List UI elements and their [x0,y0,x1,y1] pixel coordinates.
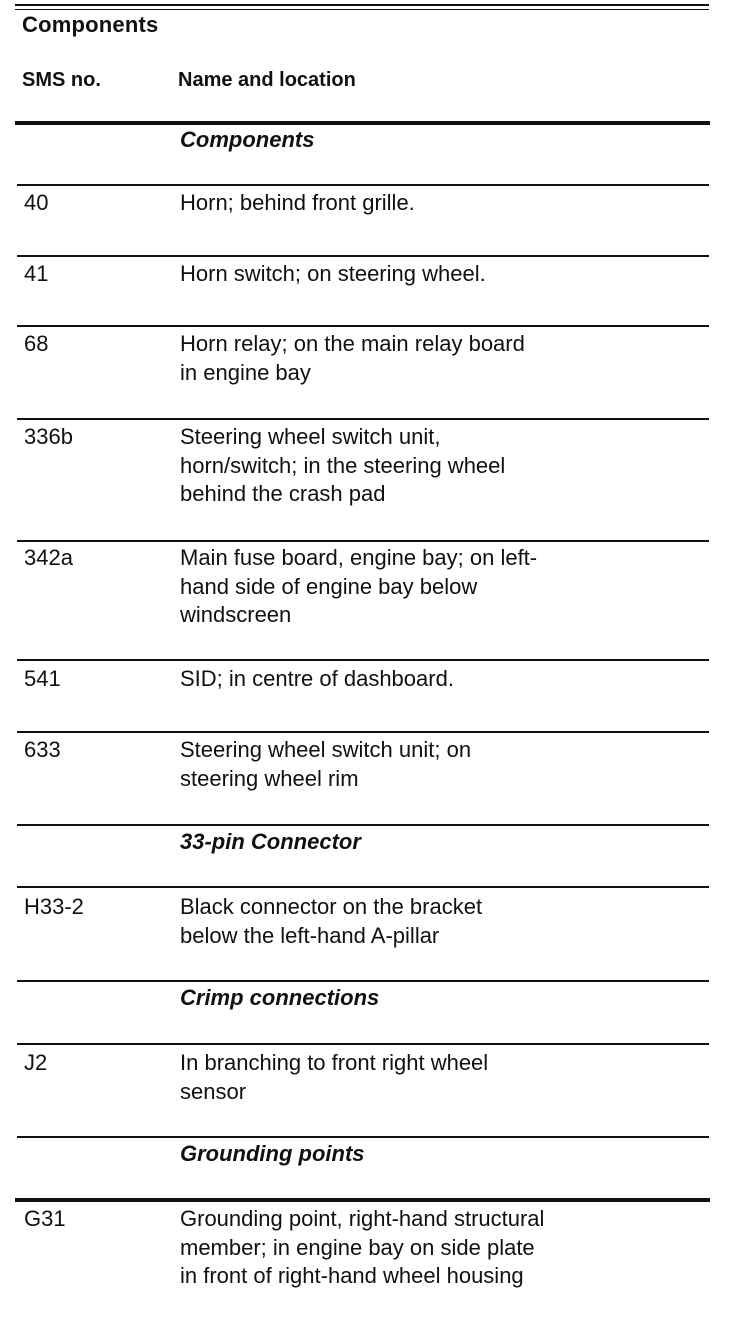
row-rule [17,886,709,888]
row-rule [17,184,709,186]
section-heading-connector: 33-pin Connector [180,829,361,854]
component-location: Horn switch; on steering wheel. [180,261,486,286]
sms-number: H33-2 [24,894,84,919]
component-location: Black connector on the bracket below the left-hand A-pillar [180,894,483,948]
row-rule [17,540,709,542]
row-rule [17,255,709,257]
column-header-sms-no: SMS no. [22,69,101,91]
top-double-rule [15,4,709,6]
component-location: Horn relay; on the main relay board in engine bay [180,331,525,385]
section-heading-crimp: Crimp connections [180,985,380,1010]
page-title: Components [22,12,159,37]
row-rule [15,1198,710,1202]
row-rule [17,418,709,420]
column-header-name-location: Name and location [178,69,356,91]
component-location: Horn; behind front grille. [180,190,415,215]
component-location: SID; in centre of dashboard. [180,666,454,691]
component-location: Steering wheel switch unit, horn/switch; in the steering wheel behind the crash pad [180,424,506,506]
component-location: Steering wheel switch unit; on steering wheel rim [180,737,472,791]
component-location: Main fuse board, engine bay; on left- hand side of engine bay below windscreen [180,545,538,627]
section-rule [17,980,709,982]
section-heading-components: Components [180,127,315,152]
sms-number: 336b [24,424,73,449]
sms-number: G31 [24,1206,66,1231]
sms-number: 342a [24,545,73,570]
section-rule [15,121,710,125]
sms-number: 633 [24,737,61,762]
sms-number: 41 [24,261,49,286]
section-rule [17,1136,709,1138]
component-location: In branching to front right wheel sensor [180,1050,489,1104]
row-rule [17,325,709,327]
sms-number: 68 [24,331,49,356]
row-rule [17,1043,709,1045]
component-location: Grounding point, right-hand structural member; in engine bay on side plate in front of right-hand wheel housing [180,1206,545,1288]
section-heading-grounding: Grounding points [180,1141,365,1166]
sms-number: 541 [24,666,61,691]
top-double-rule-inner [15,9,709,10]
section-rule [17,824,709,826]
row-rule [17,659,709,661]
row-rule [17,731,709,733]
sms-number: 40 [24,190,49,215]
sms-number: J2 [24,1050,48,1075]
